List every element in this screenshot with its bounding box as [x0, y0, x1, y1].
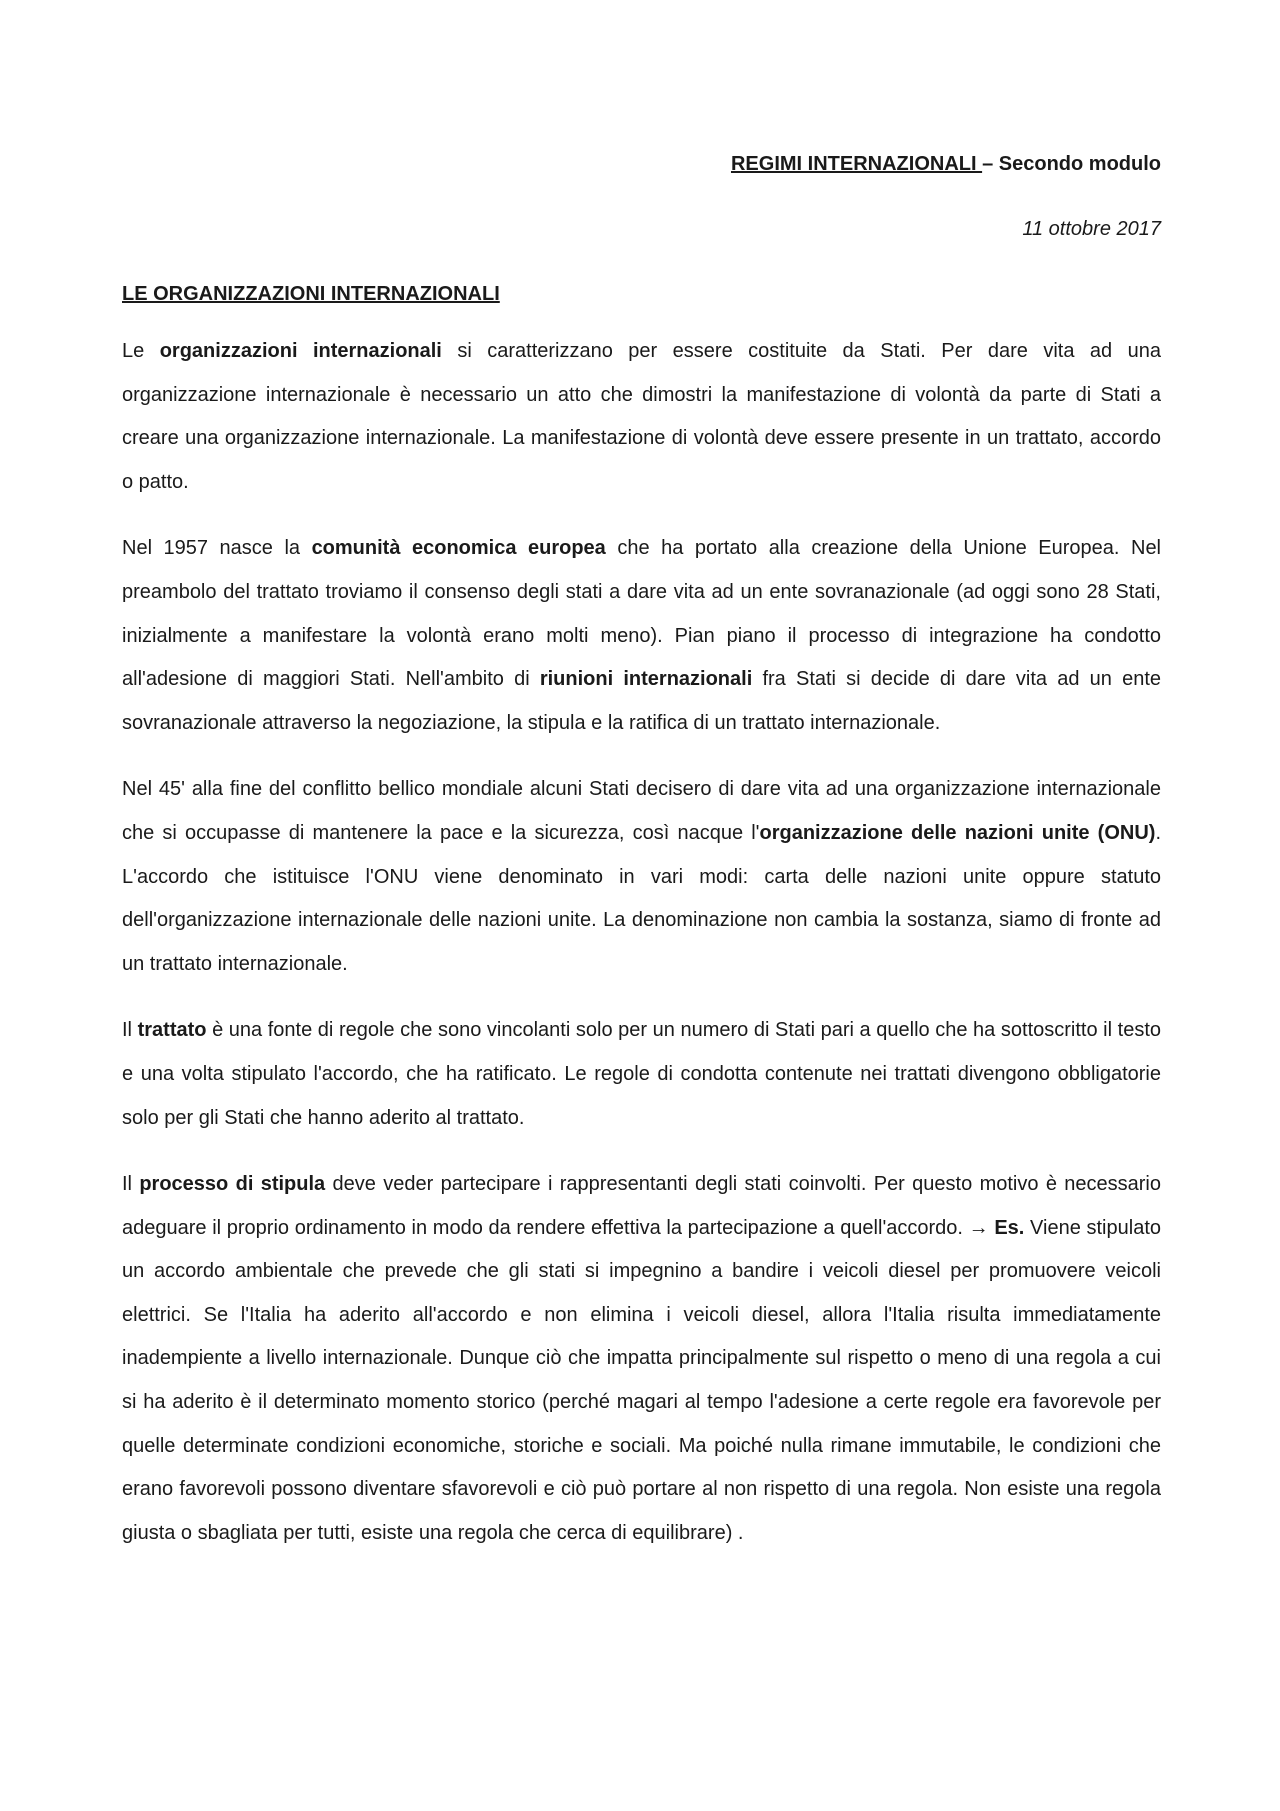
- text-run: . L'accordo che istituisce l'ONU viene denominato in vari modi: carta delle nazioni unite oppure statuto dell'organizzazione internazionale delle nazioni unite. La denominazione non cambia la sostanza, siamo di fronte ad un trattato internazionale.: [122, 821, 1161, 975]
- bold-term: organizzazione delle nazioni unite (ONU): [759, 821, 1156, 844]
- example-marker: → Es.: [968, 1216, 1025, 1239]
- module-label: – Secondo modulo: [982, 153, 1161, 175]
- bold-term: comunità economica europea: [311, 537, 606, 560]
- text-run: Il: [122, 1173, 140, 1196]
- paragraph-onu: [122, 768, 1161, 986]
- text-run: che ha portato alla creazione della Unione Europea. Nel preambolo del trattato troviamo il consenso degli stati a dare vita ad un ente sovranazionale (ad oggi sono 28 Stati, inizialmente a manifestare la volontà erano molti meno). Pian piano il processo di integrazione ha condotto all'adesione di maggiori Stati. Nell'ambito di: [122, 537, 1162, 691]
- text-run: fra Stati si decide di dare vita ad un ente sovranazionale attraverso la negoziazione, la stipula e la ratifica di un trattato internazionale.: [122, 668, 1161, 734]
- section-title: LE ORGANIZZAZIONI INTERNAZIONALI: [122, 283, 500, 305]
- paragraph-cee: [122, 527, 1161, 745]
- bold-term: trattato: [137, 1019, 207, 1042]
- paragraph-stipula: [122, 1163, 1161, 1555]
- text-run: si caratterizzano per essere costituite da Stati. Per dare vita ad una organizzazione internazionale è necessario un atto che dimostri la manifestazione di volontà da parte di Stati a creare una organizzazione internazionale. La manifestazione di volontà deve essere presente in un trattato, accordo o patto.: [122, 340, 1162, 493]
- bold-term: processo di stipula: [139, 1173, 326, 1196]
- document-header-title: [122, 150, 1161, 178]
- text-run: Nel 45' alla fine del conflitto bellico mondiale alcuni Stati decisero di dare vita ad una organizzazione internazionale che si occupasse di mantenere la pace e la sicurezza, così nacque l': [122, 778, 1161, 844]
- paragraph-trattato: [122, 1009, 1161, 1140]
- paragraph-organizzazioni: [122, 330, 1161, 504]
- text-run: deve veder partecipare i rappresentanti degli stati coinvolti. Per questo motivo è necessario adeguare il proprio ordinamento in modo da rendere effettiva la partecipazione a quell'accordo.: [122, 1173, 1161, 1239]
- text-run: Il: [122, 1019, 138, 1042]
- text-run: Le: [122, 340, 160, 362]
- course-title: REGIMI INTERNAZIONALI: [730, 153, 983, 175]
- document-date: 11 ottobre 2017: [1022, 218, 1161, 240]
- bold-term: organizzazioni internazionali: [159, 340, 442, 362]
- text-run: Nel 1957 nasce la: [122, 537, 312, 560]
- bold-term: riunioni internazionali: [539, 668, 753, 691]
- text-run: Viene stipulato un accordo ambientale che prevede che gli stati si impegnino a bandire i veicoli diesel per promuovere veicoli elettrici. Se l'Italia ha aderito all'accordo e non elimina i veicoli diesel, allora l'Italia risulta immediatamente inadempiente a livello internazionale. Dunque ciò che impatta principalmente sul rispetto o meno di una regola a cui si ha aderito è il determinato momento storico (perché magari al tempo l'adesione a certe regole era favorevole per quelle determinate condizioni economiche, storiche e sociali. Ma poiché nulla rimane immutabile, le condizioni che erano favorevoli possono diventare sfavorevoli e ciò può portare al non rispetto di una regola. Non esiste una regola giusta o sbagliata per tutti, esiste una regola che cerca di equilibrare) .: [122, 1216, 1161, 1544]
- text-run: è una fonte di regole che sono vincolanti solo per un numero di Stati pari a quello che ha sottoscritto il testo e una volta stipulato l'accordo, che ha ratificato. Le regole di condotta contenute nei trattati divengono obbligatorie solo per gli Stati che hanno aderito al trattato.: [122, 1019, 1162, 1129]
